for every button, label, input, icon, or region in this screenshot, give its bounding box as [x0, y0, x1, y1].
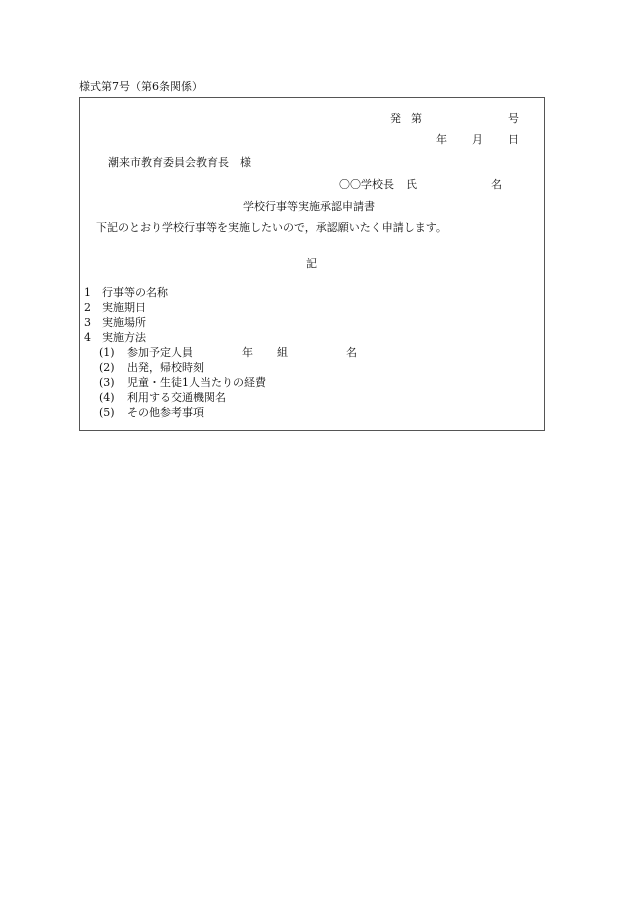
sub-list-item [99, 406, 204, 420]
sub-item-number: (1) [99, 346, 115, 359]
item-label: 実施方法 [102, 331, 146, 344]
addressee: 潮来市教育委員会教育長 様 [108, 156, 251, 169]
form-label: 様式第7号（第6条関係） [79, 80, 203, 93]
item-label: 行事等の名称 [102, 286, 168, 299]
sender-name-prefix: 氏 [406, 178, 417, 191]
sender-principal: 〇〇学校長 [339, 178, 394, 191]
sub-item-number: (5) [99, 406, 115, 419]
sub-list-item [99, 376, 266, 390]
sub-item-year: 年 [242, 346, 253, 359]
sub-item-label: 出発，帰校時刻 [127, 361, 204, 374]
sub-item-label: 参加予定人員 [127, 346, 193, 359]
sub-item-class: 組 [277, 346, 288, 359]
sub-item-number: (2) [99, 361, 115, 374]
sub-list-item [99, 361, 204, 375]
sub-item-label: 利用する交通機関名 [127, 391, 226, 404]
list-item [84, 316, 146, 330]
date-month: 月 [472, 133, 483, 146]
sub-list-item [99, 391, 226, 405]
item-number: 1 [84, 286, 91, 299]
sub-item-count: 名 [346, 346, 357, 359]
date-day: 日 [508, 133, 519, 146]
item-number: 3 [84, 316, 91, 329]
list-item [84, 331, 146, 345]
sender-name-suffix: 名 [491, 178, 502, 191]
item-number: 2 [84, 301, 91, 314]
sub-list-item [99, 346, 193, 360]
doc-number-prefix-1: 発 [390, 112, 401, 125]
sub-item-label: その他参考事項 [127, 406, 204, 419]
item-number: 4 [84, 331, 91, 344]
item-label: 実施期日 [102, 301, 146, 314]
item-label: 実施場所 [102, 316, 146, 329]
ki-heading: 記 [306, 257, 317, 270]
sub-item-number: (4) [99, 391, 115, 404]
list-item [84, 301, 146, 315]
date-year: 年 [436, 133, 447, 146]
doc-number-suffix: 号 [508, 112, 519, 125]
sub-item-number: (3) [99, 376, 115, 389]
sub-item-label: 児童・生徒1人当たりの経費 [127, 376, 266, 389]
list-item [84, 286, 168, 300]
document-title: 学校行事等実施承認申請書 [243, 200, 375, 213]
doc-number-prefix-2: 第 [411, 112, 422, 125]
intro-text: 下記のとおり学校行事等を実施したいので，承認願いたく申請します。 [96, 221, 447, 234]
